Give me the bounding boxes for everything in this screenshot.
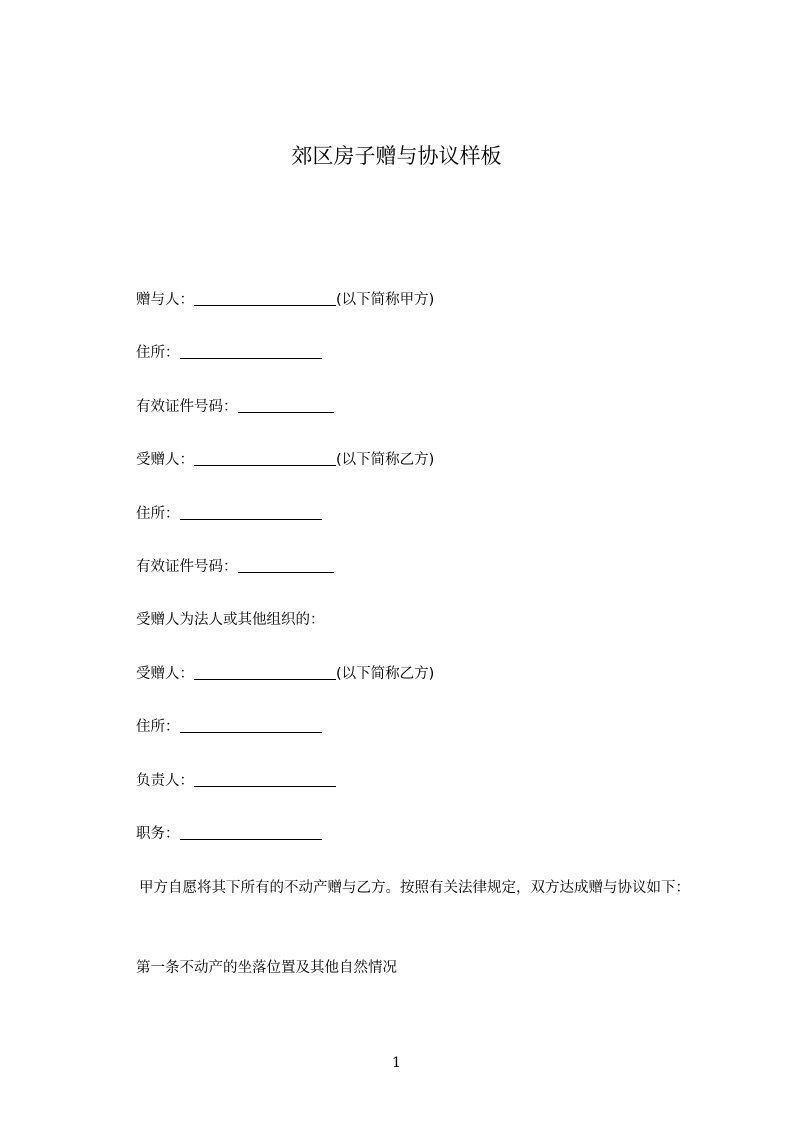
principal-line: [136, 771, 336, 791]
org-address-line: [136, 717, 322, 737]
donor-id-label: 有效证件号码：: [136, 399, 238, 415]
org-donee-heading: [136, 610, 325, 630]
donor-id-blank[interactable]: [238, 397, 334, 413]
donee-id-line: [136, 557, 334, 577]
article-1-text: 第一条不动产的坐落位置及其他自然情况: [136, 960, 397, 976]
donor-label: 赠与人：: [136, 292, 194, 308]
donor-address-blank[interactable]: [180, 343, 322, 359]
org-donee-heading-text: 受赠人为法人或其他组织的：: [136, 612, 325, 628]
donor-address-line: [136, 343, 322, 363]
article-1-heading: [136, 958, 397, 978]
position-blank[interactable]: [180, 824, 322, 840]
org-donee-line: [136, 664, 434, 684]
donor-id-line: [136, 397, 334, 417]
donee-suffix: (以下简称乙方): [336, 452, 435, 468]
principal-blank[interactable]: [194, 771, 336, 787]
donee-blank[interactable]: [194, 450, 336, 466]
donee-address-line: [136, 504, 322, 524]
donee-address-label: 住所：: [136, 506, 180, 522]
org-address-blank[interactable]: [180, 717, 322, 733]
org-donee-label: 受赠人：: [136, 666, 194, 682]
document-title: 郊区房子赠与协议样板: [291, 144, 502, 168]
donor-address-label: 住所：: [136, 345, 180, 361]
donee-id-label: 有效证件号码：: [136, 559, 238, 575]
agreement-paragraph: 甲方自愿将其下所有的不动产赠与乙方。按照有关法律规定，双方达成赠与协议如下：: [139, 880, 690, 896]
org-donee-suffix: (以下简称乙方): [336, 666, 435, 682]
donor-blank[interactable]: [194, 290, 336, 306]
donee-label: 受赠人：: [136, 452, 194, 468]
position-line: [136, 824, 322, 844]
page-number: 1: [392, 1055, 401, 1071]
donor-suffix: (以下简称甲方): [336, 292, 435, 308]
org-donee-blank[interactable]: [194, 664, 336, 680]
org-address-label: 住所：: [136, 719, 180, 735]
donee-line: [136, 450, 434, 470]
donee-address-blank[interactable]: [180, 504, 322, 520]
donee-id-blank[interactable]: [238, 557, 334, 573]
donor-line: [136, 290, 434, 310]
position-label: 职务：: [136, 826, 180, 842]
principal-label: 负责人：: [136, 773, 194, 789]
